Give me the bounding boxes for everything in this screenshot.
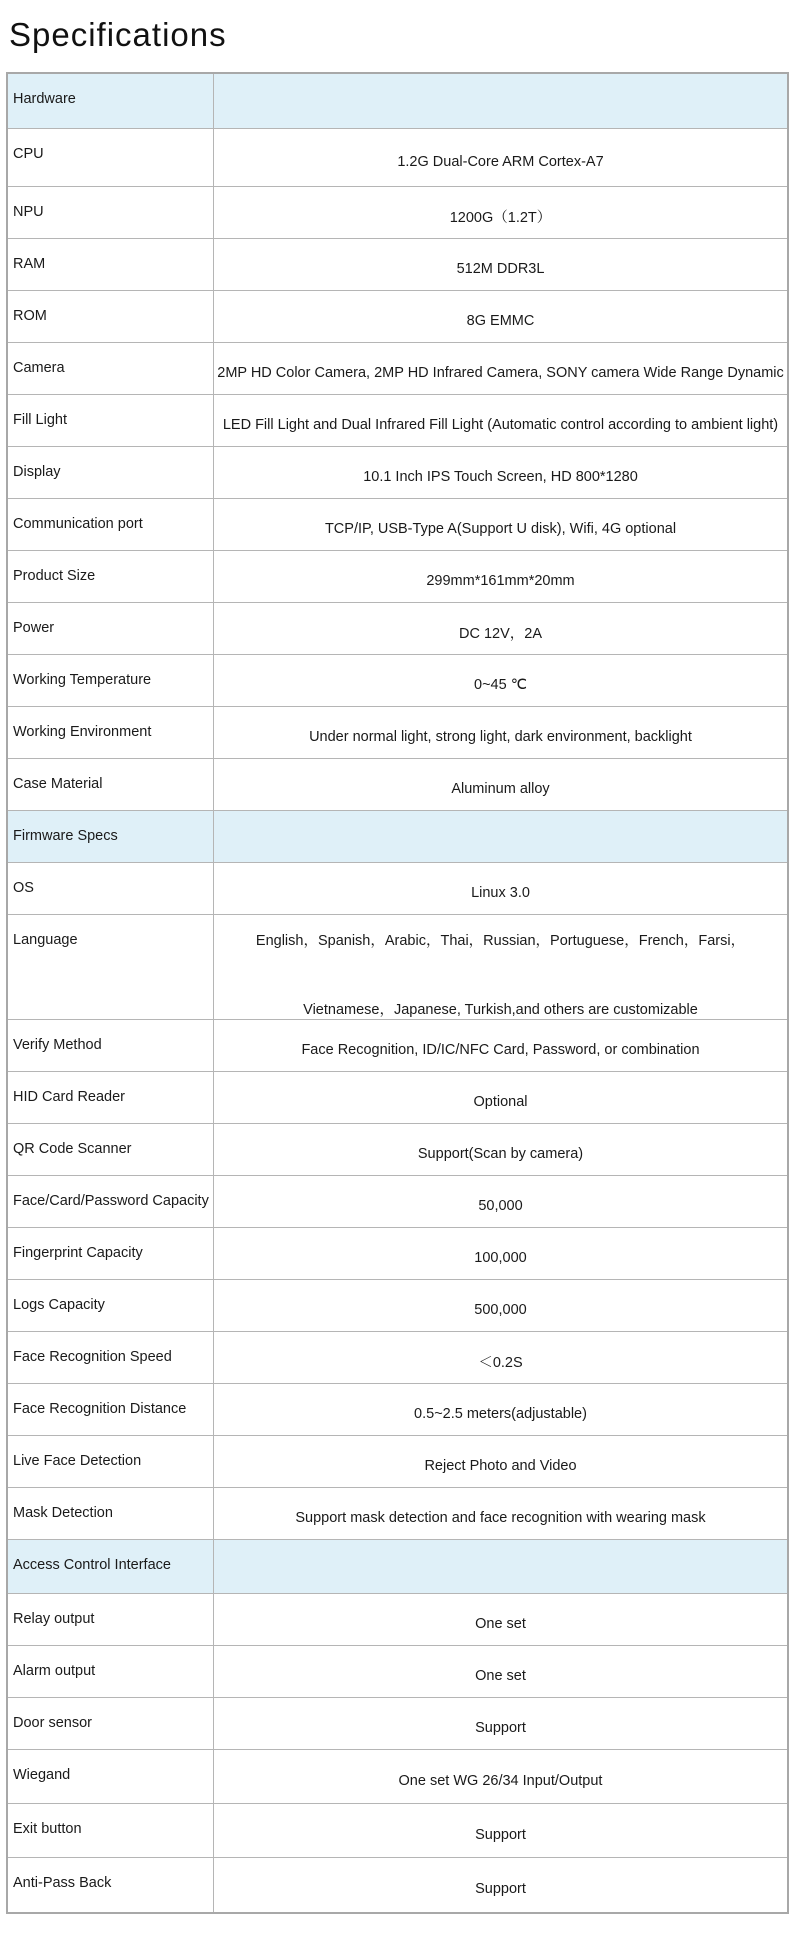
spec-label: Display	[8, 447, 214, 498]
spec-label: Communication port	[8, 499, 214, 550]
table-row	[8, 1384, 787, 1436]
spec-value: DC 12V，2A	[458, 626, 542, 642]
spec-label: Relay output	[8, 1594, 214, 1645]
table-row	[8, 1436, 787, 1488]
spec-label: Alarm output	[8, 1646, 214, 1697]
spec-value: Support	[475, 1719, 526, 1736]
table-row	[8, 1228, 787, 1280]
spec-value	[214, 915, 787, 1019]
spec-value: Support(Scan by camera)	[417, 1145, 584, 1162]
table-row	[8, 1332, 787, 1384]
table-row	[8, 1750, 787, 1804]
table-row	[8, 1176, 787, 1228]
spec-value: ＜0.2S	[478, 1355, 523, 1371]
spec-label: Fingerprint Capacity	[8, 1228, 214, 1279]
spec-label: Exit button	[8, 1804, 214, 1857]
table-row	[8, 239, 787, 291]
spec-value: 299mm*161mm*20mm	[426, 572, 575, 589]
spec-label: Working Environment	[8, 707, 214, 758]
spec-value: Under normal light, strong light, dark environment, backlight	[309, 728, 692, 745]
spec-value: Aluminum alloy	[451, 780, 550, 797]
spec-value: Reject Photo and Video	[424, 1457, 577, 1474]
spec-label: Case Material	[8, 759, 214, 810]
spec-value: 50,000	[478, 1197, 523, 1214]
table-row	[8, 1646, 787, 1698]
spec-value: Optional	[473, 1093, 528, 1110]
table-row	[8, 655, 787, 707]
table-row	[8, 863, 787, 915]
spec-label: ROM	[8, 291, 214, 342]
section-title: Hardware	[8, 74, 214, 128]
spec-value: Support	[475, 1826, 526, 1843]
spec-value: One set WG 26/34 Input/Output	[398, 1772, 603, 1789]
spec-value: Support	[475, 1881, 526, 1897]
table-row	[8, 1594, 787, 1646]
table-row	[8, 1858, 787, 1912]
spec-label: HID Card Reader	[8, 1072, 214, 1123]
table-row	[8, 291, 787, 343]
spec-label: Anti-Pass Back	[8, 1858, 214, 1912]
spec-label: QR Code Scanner	[8, 1124, 214, 1175]
table-row	[8, 499, 787, 551]
table-row	[8, 707, 787, 759]
spec-value: Face Recognition, ID/IC/NFC Card, Password, or combination	[301, 1041, 700, 1058]
spec-label: Face Recognition Distance	[8, 1384, 214, 1435]
spec-value: Support mask detection and face recognition with wearing mask	[295, 1509, 706, 1526]
spec-value	[214, 74, 787, 128]
spec-value	[214, 1540, 787, 1593]
spec-value: 500,000	[474, 1301, 527, 1318]
spec-value: TCP/IP, USB-Type A(Support U disk), Wifi, 4G optional	[324, 520, 677, 537]
spec-label: OS	[8, 863, 214, 914]
spec-label: Working Temperature	[8, 655, 214, 706]
section-header-row	[8, 811, 787, 863]
section-header-row	[8, 1540, 787, 1594]
spec-value-line-1: English，Spanish，Arabic，Thai，Russian，Portuguese，French，Farsi，	[255, 933, 746, 949]
spec-value-line-2: Vietnamese，Japanese, Turkish,and others are customizable	[303, 1002, 698, 1018]
spec-value: 8G EMMC	[466, 312, 535, 329]
table-row	[8, 1072, 787, 1124]
table-row	[8, 447, 787, 499]
spec-value: One set	[475, 1615, 526, 1632]
spec-value: 2MP HD Color Camera, 2MP HD Infrared Camera, SONY camera Wide Range Dynamic	[217, 364, 784, 381]
spec-value: 512M DDR3L	[456, 260, 545, 277]
spec-label: Power	[8, 603, 214, 654]
spec-label: CPU	[8, 129, 214, 186]
spec-value: Linux 3.0	[471, 884, 530, 901]
table-row	[8, 1020, 787, 1072]
spec-value: 100,000	[474, 1249, 527, 1266]
spec-label: Product Size	[8, 551, 214, 602]
table-row	[8, 1280, 787, 1332]
spec-value	[214, 811, 787, 862]
page-title: Specifications	[9, 16, 227, 53]
table-row	[8, 395, 787, 447]
spec-value: 1.2G Dual-Core ARM Cortex-A7	[397, 153, 604, 170]
spec-value: 10.1 Inch IPS Touch Screen, HD 800*1280	[363, 468, 638, 485]
table-row	[8, 915, 787, 1020]
table-row	[8, 551, 787, 603]
table-row	[8, 603, 787, 655]
spec-value: 1200G（1.2T）	[449, 210, 552, 226]
spec-label: Camera	[8, 343, 214, 394]
spec-label: Face/Card/Password Capacity	[8, 1176, 214, 1227]
spec-label: Door sensor	[8, 1698, 214, 1749]
table-row	[8, 129, 787, 187]
table-row	[8, 1488, 787, 1540]
table-row	[8, 1804, 787, 1858]
section-title: Firmware Specs	[8, 811, 214, 862]
spec-label: RAM	[8, 239, 214, 290]
spec-label: NPU	[8, 187, 214, 238]
table-row	[8, 1124, 787, 1176]
section-header-row	[8, 74, 787, 129]
spec-label: Mask Detection	[8, 1488, 214, 1539]
table-row	[8, 759, 787, 811]
table-row	[8, 1698, 787, 1750]
spec-label: Face Recognition Speed	[8, 1332, 214, 1383]
spec-value: One set	[475, 1667, 526, 1684]
table-row	[8, 187, 787, 239]
spec-label: Fill Light	[8, 395, 214, 446]
specifications-table	[6, 72, 789, 1914]
spec-label: Wiegand	[8, 1750, 214, 1803]
spec-label: Logs Capacity	[8, 1280, 214, 1331]
spec-label: Live Face Detection	[8, 1436, 214, 1487]
spec-value: LED Fill Light and Dual Infrared Fill Light (Automatic control according to ambient light)	[222, 416, 779, 433]
table-row	[8, 343, 787, 395]
spec-value: 0.5~2.5 meters(adjustable)	[414, 1405, 587, 1422]
spec-label: Language	[8, 915, 214, 1019]
section-title: Access Control Interface	[8, 1540, 214, 1593]
spec-label: Verify Method	[8, 1020, 214, 1071]
spec-value: 0~45 ℃	[474, 676, 527, 693]
